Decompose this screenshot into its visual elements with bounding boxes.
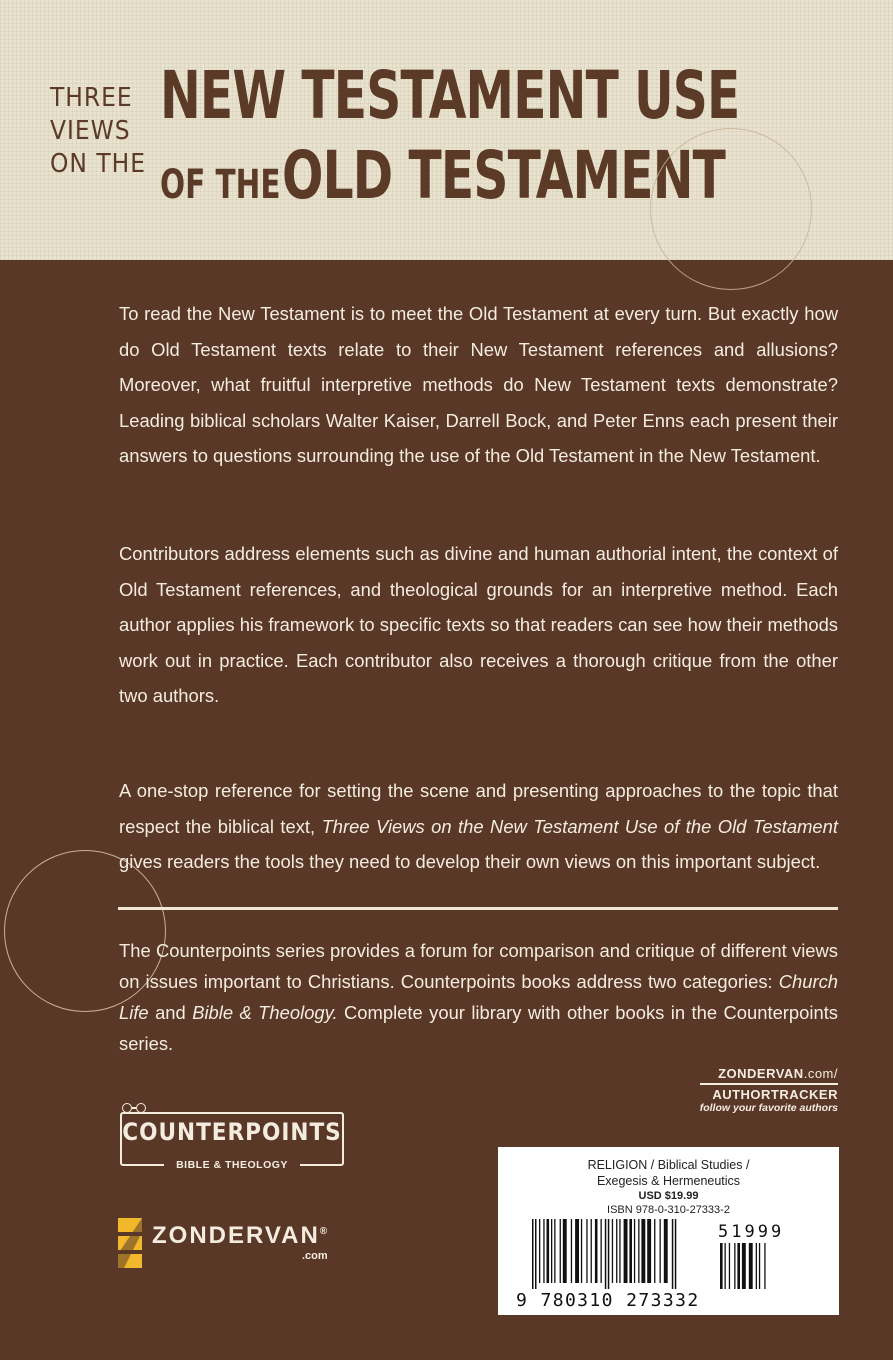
book-title-line1: NEW TESTAMENT USE [160, 57, 740, 134]
paragraph-text: A one-stop reference for setting the scene and presenting approaches to the topic that respect the biblical text, [119, 780, 838, 837]
category-bible-theology: Bible & Theology. [192, 1002, 338, 1023]
authortracker-link[interactable] [700, 1066, 838, 1114]
paragraph-text: gives readers the tools they need to develop their own views on this important subject. [119, 851, 821, 872]
authortracker-name: AUTHORTRACKER [712, 1086, 838, 1102]
registered-mark: ® [319, 1226, 330, 1237]
series-text: and [148, 1002, 193, 1023]
category-line: RELIGION / Biblical Studies / [587, 1158, 750, 1172]
description-paragraph-2: Contributors address elements such as divine and human authorial intent, the context of Old Testament references, and theological grounds for an interpretive method. Each author applies his framework to specific texts so that readers can see how their methods work out in practice. Each contributor also receives a thorough critique from the other two authors. [119, 543, 838, 706]
counterpoints-subtitle: BIBLE & THEOLOGY [164, 1159, 300, 1171]
description-paragraph-1: To read the New Testament is to meet the Old Testament at every turn. But exactly how do Old Testament texts relate to their New Testament references and allusions? Moreover, what fruitful interpretive methods do New Testament texts demonstrate? Leading biblical scholars Walter Kaiser, Darrell Bock, and Peter Enns each present their answers to questions surrounding the use of the Old Testament in the New Testament. [119, 303, 838, 466]
barcode-digits: 9 780310 273332 [516, 1290, 700, 1311]
site-name: ZONDERVAN [718, 1066, 804, 1081]
counterpoints-logo [120, 1110, 346, 1180]
section-divider [118, 907, 838, 910]
category-church-life: Church Life [119, 971, 838, 1023]
book-title-italic: Three Views on the New Testament Use of the Old Testament [321, 815, 839, 837]
kicker-line: THREE [50, 83, 133, 113]
isbn: ISBN 978-0-310-27333-2 [607, 1204, 730, 1216]
authortracker-site [700, 1066, 838, 1081]
barcode-addon-digits: 51999 [718, 1222, 785, 1242]
counterpoints-wordmark: COUNTERPOINTS [122, 1118, 342, 1146]
zondervan-z-icon [118, 1218, 142, 1268]
kicker-line: VIEWS [50, 116, 131, 146]
wordmark-text: ZONDERVAN [152, 1222, 320, 1249]
counterpoints-dots-icon [122, 1103, 146, 1113]
kicker-line: ON THE [50, 149, 146, 179]
category-line: Exegesis & Hermeneutics [596, 1174, 741, 1188]
authortracker-tagline: follow your favorite authors [699, 1101, 838, 1114]
description-paragraph-3 [119, 773, 838, 880]
series-text: Complete your library with other books in the Counterpoints series. [119, 1002, 839, 1054]
zondervan-wordmark [152, 1222, 329, 1250]
zondervan-com: .com [302, 1250, 328, 1262]
book-title-line2: OLD TESTAMENT [282, 137, 726, 214]
book-title-of-the: OF THE [160, 162, 281, 208]
price: USD $19.99 [638, 1190, 699, 1202]
title-kicker [50, 82, 146, 181]
bisac-category [498, 1157, 839, 1189]
barcode-panel [498, 1147, 839, 1315]
site-suffix: .com/ [803, 1066, 838, 1081]
authortracker-rule [700, 1083, 838, 1085]
series-description [119, 935, 838, 1059]
decorative-circle-top [650, 128, 812, 290]
series-text: The Counterpoints series provides a forum for comparison and critique of different views on issues important to Christians. Counterpoints books address two categories: [119, 940, 838, 992]
